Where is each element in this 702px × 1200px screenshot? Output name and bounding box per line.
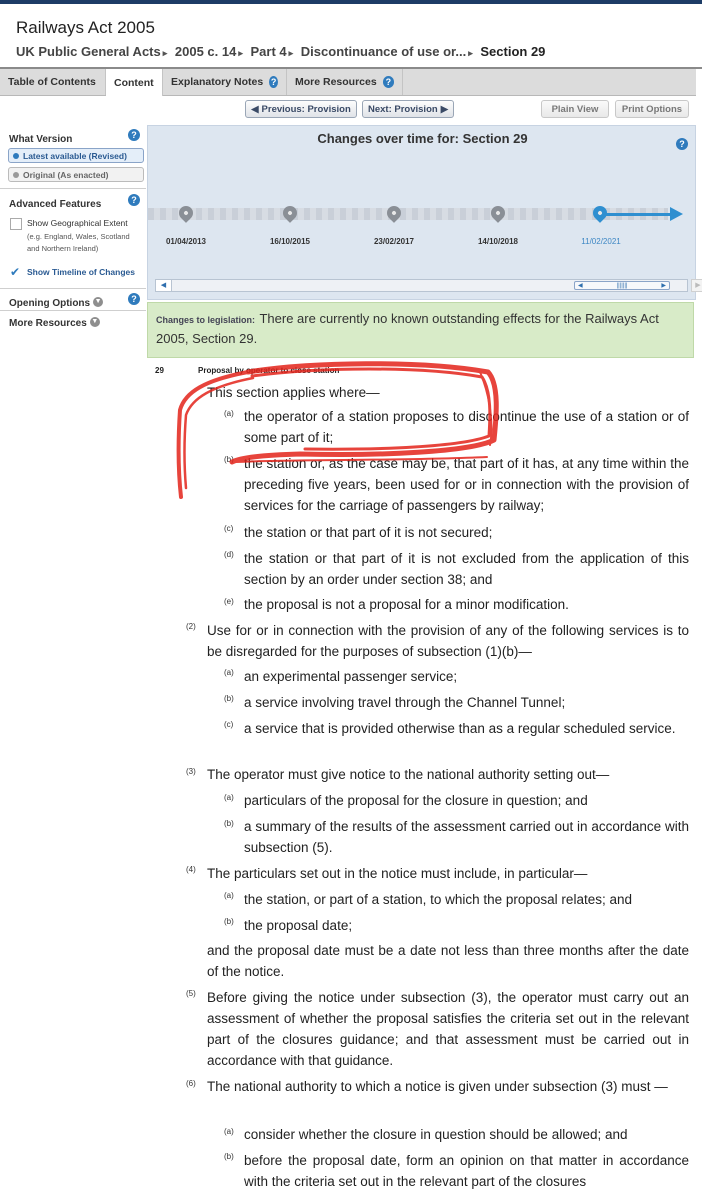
help-icon[interactable]: ? — [128, 293, 140, 305]
timeline-pin-current-icon[interactable] — [593, 206, 607, 226]
advanced-features-header — [0, 194, 146, 208]
paragraph-marker: (a) — [224, 668, 234, 677]
timeline-pin-icon[interactable] — [179, 206, 193, 226]
help-icon[interactable]: ? — [270, 77, 277, 87]
show-geo-label: Show Geographical Extent — [27, 218, 128, 228]
breadcrumb-current: Section 29 — [480, 44, 546, 59]
paragraph-1b: the station or, as the case may be, that part of it has, at any time within the preceding five years, been used for or in connection with the provision of services for the carriage of passengers by railway; — [244, 456, 689, 513]
opening-options-label: Opening Options — [9, 298, 91, 309]
changes-to-legislation-banner — [147, 302, 694, 358]
sidebar-divider — [0, 310, 146, 311]
tab-bar — [0, 69, 696, 96]
chevron-right-icon: ▸ — [162, 48, 168, 58]
what-version-title: What Version — [9, 134, 73, 145]
changes-text: There are currently no known outstanding effects for the Railways Act 2005, Section 29. — [156, 311, 659, 346]
paragraph-marker: (a) — [224, 891, 234, 900]
scroll-left-icon[interactable]: ◀ — [156, 280, 172, 291]
paragraph-marker: (e) — [224, 597, 234, 606]
changes-label: Changes to legislation: — [156, 315, 256, 325]
timeline-date[interactable]: 23/02/2017 — [373, 237, 415, 246]
tab-label: Table of Contents — [8, 76, 96, 88]
plain-view-label: Plain View — [551, 103, 599, 115]
section-heading: Proposal by operator to close station — [198, 366, 340, 375]
paragraph-2a: an experimental passenger service; — [244, 669, 458, 684]
timeline-track — [148, 208, 668, 220]
subsection-4-tail: and the proposal date must be a date not less than three months after the date of the notice. — [207, 943, 689, 979]
paragraph-6a: consider whether the closure in question should be allowed; and — [244, 1127, 628, 1142]
paragraph-2b: a service involving travel through the Channel Tunnel; — [244, 695, 566, 710]
subsection-4: The particulars set out in the notice must include, in particular— — [207, 866, 588, 881]
latest-version-button[interactable] — [8, 148, 144, 163]
print-options-button[interactable] — [615, 100, 689, 118]
timeline-date-current[interactable]: 11/02/2021 — [581, 237, 621, 246]
latest-version-label: Latest available (Revised) — [23, 150, 127, 161]
help-icon[interactable]: ? — [128, 194, 140, 206]
section-number: 29 — [155, 366, 164, 375]
paragraph-marker: (a) — [224, 409, 234, 418]
timeline-date[interactable]: 14/10/2018 — [477, 237, 519, 246]
paragraph-1e: the proposal is not a proposal for a minor modification. — [244, 597, 569, 612]
timeline-date[interactable]: 16/10/2015 — [269, 237, 311, 246]
show-geo-option[interactable] — [0, 217, 146, 257]
subsection-2: Use for or in connection with the provision of any of the following services is to be disregarded for the purposes of subsection (1)(b)— — [207, 623, 689, 659]
subsection-3: The operator must give notice to the national authority setting out— — [207, 767, 610, 782]
breadcrumb — [16, 44, 545, 59]
tab-table-of-contents[interactable] — [0, 69, 106, 95]
subsection-6: The national authority to which a notice is given under subsection (3) must — — [207, 1079, 668, 1094]
paragraph-4b: the proposal date; — [244, 918, 353, 933]
paragraph-marker: (b) — [224, 1152, 234, 1161]
breadcrumb-act[interactable]: 2005 c. 14 — [174, 44, 237, 59]
help-icon[interactable]: ? — [676, 138, 688, 150]
scroll-right-icon[interactable]: ▶ — [691, 279, 702, 292]
paragraph-2c: a service that is provided otherwise than as a regular scheduled service. — [244, 721, 676, 736]
paragraph-marker: (d) — [224, 550, 234, 559]
subsection-marker: (3) — [186, 767, 196, 776]
sidebar-divider — [0, 288, 146, 289]
paragraph-6b: before the proposal date, form an opinion on that matter in accordance with the criteria set out in the relevant part of the closures — [244, 1153, 689, 1189]
geo-checkbox[interactable] — [10, 218, 22, 230]
arrow-right-icon: ▶ — [661, 283, 666, 289]
more-resources-label: More Resources — [9, 318, 87, 329]
timeline-pin-icon[interactable] — [491, 206, 505, 226]
chevron-right-icon: ▸ — [238, 48, 243, 58]
scroll-thumb[interactable] — [574, 281, 670, 290]
original-version-label: Original (As enacted) — [23, 169, 109, 180]
subsection-marker: (6) — [186, 1079, 196, 1088]
subsection-marker: (5) — [186, 989, 196, 998]
paragraph-marker: (c) — [224, 720, 234, 729]
paragraph-4a: the station, or part of a station, to which the proposal relates; and — [244, 892, 632, 907]
original-version-button[interactable] — [8, 167, 144, 182]
act-title: Railways Act 2005 — [16, 18, 155, 37]
tab-explanatory-notes[interactable] — [163, 69, 287, 95]
grip-icon: ||||||| — [616, 282, 628, 289]
subsection-1-intro: This section applies where— — [207, 385, 380, 400]
chevron-right-icon: ▸ — [288, 48, 294, 58]
paragraph-marker: (c) — [224, 524, 234, 533]
checkmark-icon[interactable]: ✔ — [10, 265, 21, 279]
paragraph-marker: (b) — [224, 694, 234, 703]
tab-label: Content — [114, 76, 154, 89]
more-resources-toggle[interactable] — [0, 313, 146, 327]
paragraph-3b: a summary of the results of the assessment carried out in accordance with subsection (5). — [244, 819, 689, 855]
tab-more-resources[interactable] — [287, 69, 403, 95]
selected-dot-icon — [13, 153, 19, 159]
help-icon[interactable]: ? — [128, 129, 140, 141]
paragraph-1a: the operator of a station proposes to discontinue the use of a station or of some part of it; — [244, 409, 689, 445]
geo-note: (e.g. England, Wales, Scotland and Northern Ireland) — [27, 232, 130, 253]
subsection-marker: (4) — [186, 865, 196, 874]
advanced-features-title: Advanced Features — [9, 199, 102, 210]
breadcrumb-act-type[interactable]: UK Public General Acts — [16, 44, 161, 59]
paragraph-1c: the station or that part of it is not secured; — [244, 525, 493, 540]
timeline-title: Changes over time for: Section 29 — [317, 131, 528, 146]
paragraph-marker: (a) — [224, 793, 234, 802]
what-version-header — [0, 129, 146, 143]
chevron-down-icon: ▼ — [91, 317, 99, 325]
breadcrumb-part[interactable]: Part 4 — [250, 44, 287, 59]
timeline-current-line — [600, 213, 672, 216]
breadcrumb-crossheading[interactable]: Discontinuance of use or... — [300, 44, 467, 59]
arrow-left-icon: ◀ — [251, 103, 259, 115]
timeline-pin-icon[interactable] — [283, 206, 297, 226]
chevron-down-icon: ▼ — [94, 297, 102, 305]
subsection-marker: (2) — [186, 622, 196, 631]
navigation-toolbar — [0, 100, 696, 122]
arrow-left-icon: ◀ — [578, 283, 583, 289]
show-timeline-label: Show Timeline of Changes — [27, 267, 135, 277]
print-options-label: Print Options — [621, 103, 683, 115]
paragraph-marker: (a) — [224, 1127, 234, 1136]
show-timeline-option[interactable] — [0, 266, 146, 280]
help-icon[interactable]: ? — [383, 76, 394, 88]
paragraph-marker: (b) — [224, 455, 234, 464]
subsection-5: Before giving the notice under subsection (3), the operator must carry out an assessment of whether the proposal satisfies the criteria set out in the relevant part of the closures guidance; and that assessment must be carried out in accordance with that guidance. — [207, 990, 689, 1068]
previous-label: Previous: Provision — [261, 103, 351, 115]
paragraph-3a: particulars of the proposal for the closure in question; and — [244, 793, 588, 808]
paragraph-marker: (b) — [224, 819, 234, 828]
plain-view-button[interactable] — [541, 100, 609, 118]
arrow-right-icon: ▶ — [440, 103, 448, 115]
tab-label: Explanatory Notes — [171, 76, 264, 88]
next-label: Next: Provision — [368, 103, 438, 115]
tab-content[interactable] — [106, 69, 163, 96]
paragraph-1d: the station or that part of it is not excluded from the application of this section by an order under section 38; and — [244, 551, 689, 587]
previous-provision-button[interactable] — [245, 100, 357, 118]
timeline-date[interactable]: 01/04/2013 — [165, 237, 207, 246]
opening-options-toggle[interactable] — [0, 293, 146, 307]
paragraph-marker: (b) — [224, 917, 234, 926]
next-provision-button[interactable] — [362, 100, 454, 118]
timeline-pin-icon[interactable] — [387, 206, 401, 226]
timeline-scrollbar[interactable] — [155, 279, 701, 292]
top-accent-bar — [0, 0, 702, 4]
sidebar-divider — [0, 188, 146, 189]
arrow-right-icon — [670, 207, 683, 221]
chevron-right-icon: ▸ — [468, 48, 473, 58]
timeline-panel — [147, 125, 701, 300]
tab-label: More Resources — [295, 76, 377, 88]
dot-icon — [13, 172, 19, 178]
